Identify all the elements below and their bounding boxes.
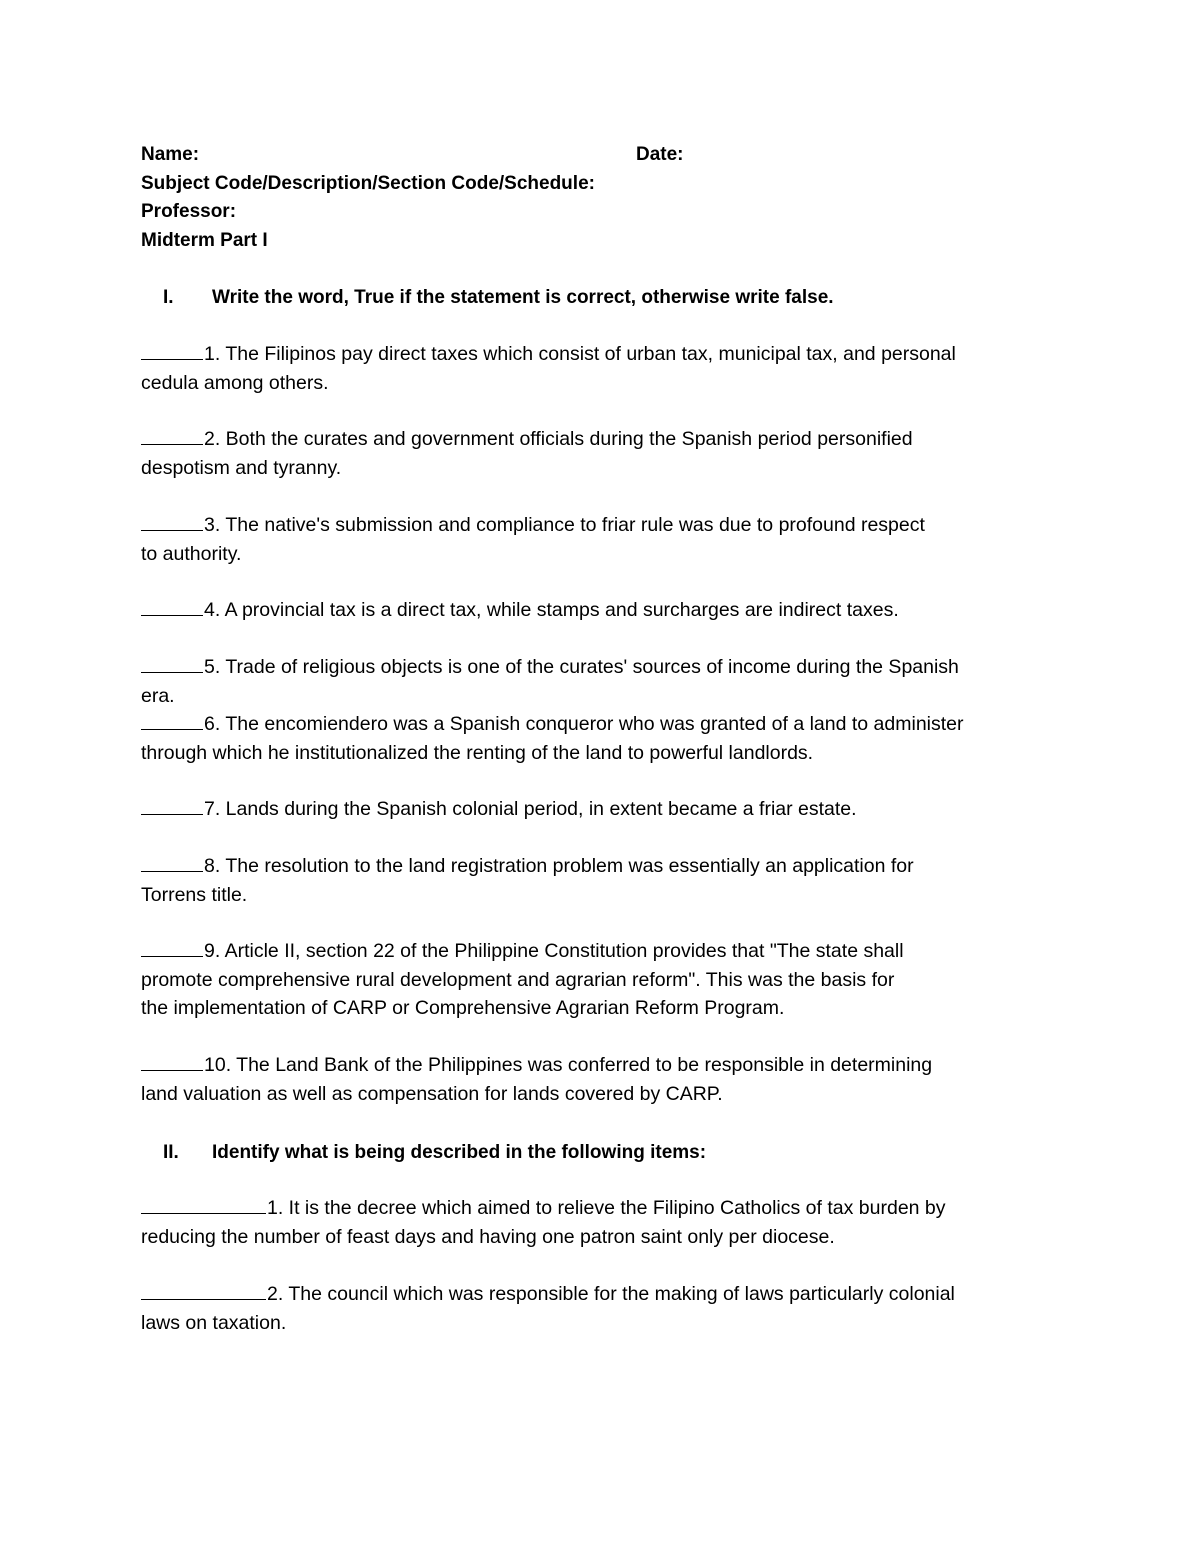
answer-blank[interactable] [141, 511, 203, 531]
part1-item [141, 710, 1071, 767]
answer-blank[interactable] [141, 425, 203, 445]
part1-heading [141, 286, 834, 310]
part2-heading [141, 1141, 706, 1165]
answer-blank[interactable] [141, 710, 203, 730]
part1-item [141, 1051, 1071, 1108]
answer-blank[interactable] [141, 596, 203, 616]
answer-blank[interactable] [141, 1194, 266, 1214]
exam-title: Midterm Part I [141, 230, 268, 251]
answer-blank[interactable] [141, 1280, 266, 1300]
item-text: 1. The Filipinos pay direct taxes which consist of urban tax, municipal tax, and personal [204, 343, 956, 365]
item-text: the implementation of CARP or Comprehensive Agrarian Reform Program. [141, 997, 785, 1019]
part1-item [141, 340, 1071, 397]
item-text: 3. The native's submission and compliance to friar rule was due to profound respect [204, 514, 925, 536]
item-text: laws on taxation. [141, 1311, 287, 1334]
date-label: Date: [636, 144, 684, 165]
item-text: era. [141, 684, 175, 707]
part1-instruction: Write the word, True if the statement is correct, otherwise write false. [212, 287, 834, 308]
part1-numeral: I. [163, 287, 174, 308]
answer-blank[interactable] [141, 937, 203, 957]
item-text: 8. The resolution to the land registration problem was essentially an application for [204, 855, 914, 877]
answer-blank[interactable] [141, 653, 203, 673]
answer-blank[interactable] [141, 340, 203, 360]
item-text: reducing the number of feast days and having one patron saint only per diocese. [141, 1225, 835, 1248]
item-text: 2. The council which was responsible for the making of laws particularly colonial [267, 1283, 955, 1305]
item-text: 9. Article II, section 22 of the Philippine Constitution provides that "The state shall [204, 940, 904, 962]
part1-item [141, 852, 1071, 909]
part2-instruction: Identify what is being described in the following items: [212, 1142, 707, 1163]
item-text: land valuation as well as compensation for lands covered by CARP. [141, 1082, 723, 1105]
professor-label: Professor: [141, 201, 237, 222]
part1-item [141, 937, 1071, 1023]
part1-item [141, 511, 1071, 568]
item-text: 2. Both the curates and government officials during the Spanish period personified [204, 428, 913, 450]
part1-item [141, 425, 1071, 482]
item-text: cedula among others. [141, 371, 329, 394]
item-text: 6. The encomiendero was a Spanish conqueror who was granted of a land to administer [204, 713, 964, 735]
item-text: through which he institutionalized the renting of the land to powerful landlords. [141, 741, 814, 764]
item-text: to authority. [141, 542, 242, 565]
name-label: Name: [141, 144, 200, 165]
part1-item [141, 653, 1071, 710]
part2-item [141, 1280, 1071, 1337]
answer-blank[interactable] [141, 795, 203, 815]
answer-blank[interactable] [141, 1051, 203, 1071]
item-text: despotism and tyranny. [141, 456, 342, 479]
part1-item [141, 795, 1071, 824]
item-text: 10. The Land Bank of the Philippines was conferred to be responsible in determining [204, 1054, 933, 1076]
answer-blank[interactable] [141, 852, 203, 872]
item-text: Torrens title. [141, 883, 248, 906]
item-text: promote comprehensive rural development and agrarian reform". This was the basis for [141, 968, 895, 991]
item-text: 4. A provincial tax is a direct tax, while stamps and surcharges are indirect taxes. [204, 599, 899, 621]
part2-item [141, 1194, 1071, 1251]
item-text: 1. It is the decree which aimed to relieve the Filipino Catholics of tax burden by [267, 1197, 946, 1219]
part1-item [141, 596, 1071, 625]
item-text: 5. Trade of religious objects is one of the curates' sources of income during the Spanish [204, 656, 959, 678]
subject-label: Subject Code/Description/Section Code/Schedule: [141, 173, 595, 194]
part2-numeral: II. [163, 1142, 179, 1163]
item-text: 7. Lands during the Spanish colonial period, in extent became a friar estate. [204, 798, 857, 820]
